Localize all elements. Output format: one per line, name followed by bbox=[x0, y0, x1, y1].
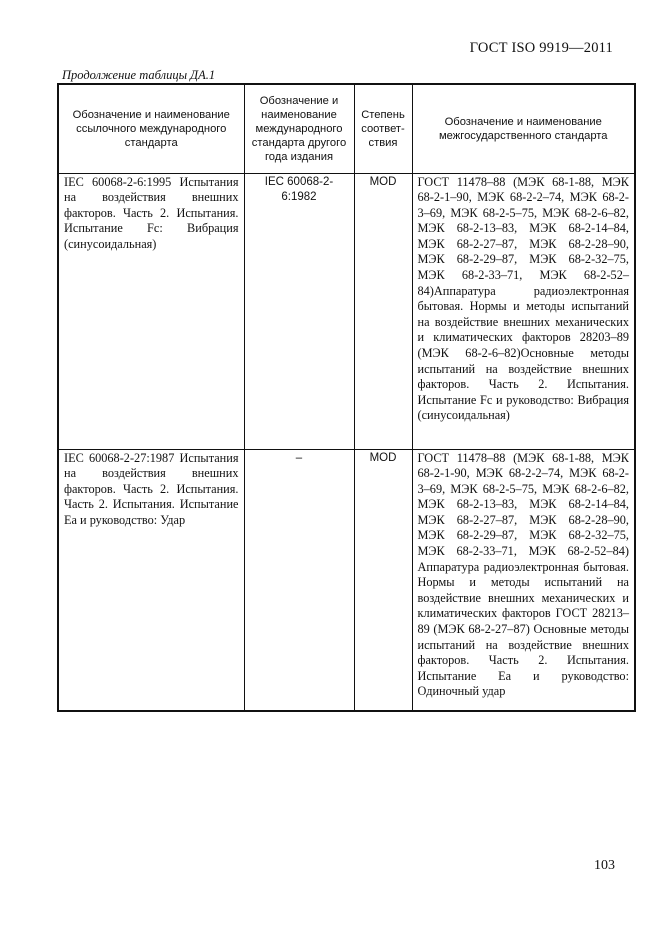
column-header-degree: Степень соответ-ствия bbox=[354, 84, 412, 173]
table-row bbox=[58, 173, 635, 449]
cell-interstate: ГОСТ 11478–88 (МЭК 68-1-88, МЭК 68-2-1-90, МЭК 68-2-2–74, МЭК 68-2-3–69, МЭК 68-2-5–75, МЭК 68-2-6–82, МЭК 68-2-13–83, МЭК 68-2-14–84, МЭК 68-2-27–87, МЭК 68-2-28–90, МЭК 68-2-29–87, МЭК 68-2-32–75, МЭК 68-2-33–71, МЭК 68-2-52–84) Аппаратура радиоэлектронная бытовая. Нормы и методы испытаний на воздействие внешних механических и климатических факторов ГОСТ 28213–89 (МЭК 68-2-27–87) Основные методы испытаний на воздействие внешних факторов. Часть 2. Испытания. Испытание Ea и руководство: Одиночный удар bbox=[412, 449, 635, 711]
cell-degree: MOD bbox=[354, 449, 412, 711]
table-header-row bbox=[58, 84, 635, 173]
correspondence-table bbox=[57, 83, 636, 712]
cell-interstate: ГОСТ 11478–88 (МЭК 68-1-88, МЭК 68-2-1–90, МЭК 68-2-2–74, МЭК 68-2-3–69, МЭК 68-2-5–75, МЭК 68-2-6–82, МЭК 68-2-13–83, МЭК 68-2-14–84, МЭК 68-2-27–87, МЭК 68-2-28–90, МЭК 68-2-29–87, МЭК 68-2-32–75, МЭК 68-2-33–71, МЭК 68-2-52–84)Аппаратура радиоэлектронная бытовая. Нормы и методы испытаний на воздействие внешних механических и климатических факторов 28203–89 (МЭК 68-2-6–82)Основные методы испытаний на воздействие внешних факторов. Часть 2. Испытания. Испытание Fc и руководство: Вибрация (синусоидальная) bbox=[412, 173, 635, 449]
cell-ref-standard: IEC 60068-2-6:1995 Испытания на воздействия внешних факторов. Часть 2. Испытания. Испытание Fc: Вибрация (синусоидальная) bbox=[58, 173, 244, 449]
column-header-ref-standard: Обозначение и наименование ссылочного международного стандарта bbox=[58, 84, 244, 173]
standard-code: ГОСТ ISO 9919—2011 bbox=[469, 40, 613, 56]
page-number: 103 bbox=[594, 858, 615, 873]
table-caption: Продолжение таблицы ДА.1 bbox=[62, 68, 216, 82]
table-row bbox=[58, 449, 635, 711]
cell-other-year: IEC 60068-2-6:1982 bbox=[244, 173, 354, 449]
column-header-other-year: Обозначение и наименование международного стандарта другого года издания bbox=[244, 84, 354, 173]
cell-other-year: – bbox=[244, 449, 354, 711]
cell-degree: MOD bbox=[354, 173, 412, 449]
column-header-interstate: Обозначение и наименование межгосударственного стандарта bbox=[412, 84, 635, 173]
cell-ref-standard: IEC 60068-2-27:1987 Испытания на воздействия внешних факторов. Часть 2. Испытания. Часть 2. Испытания. Испытание Ea и руководство: Удар bbox=[58, 449, 244, 711]
